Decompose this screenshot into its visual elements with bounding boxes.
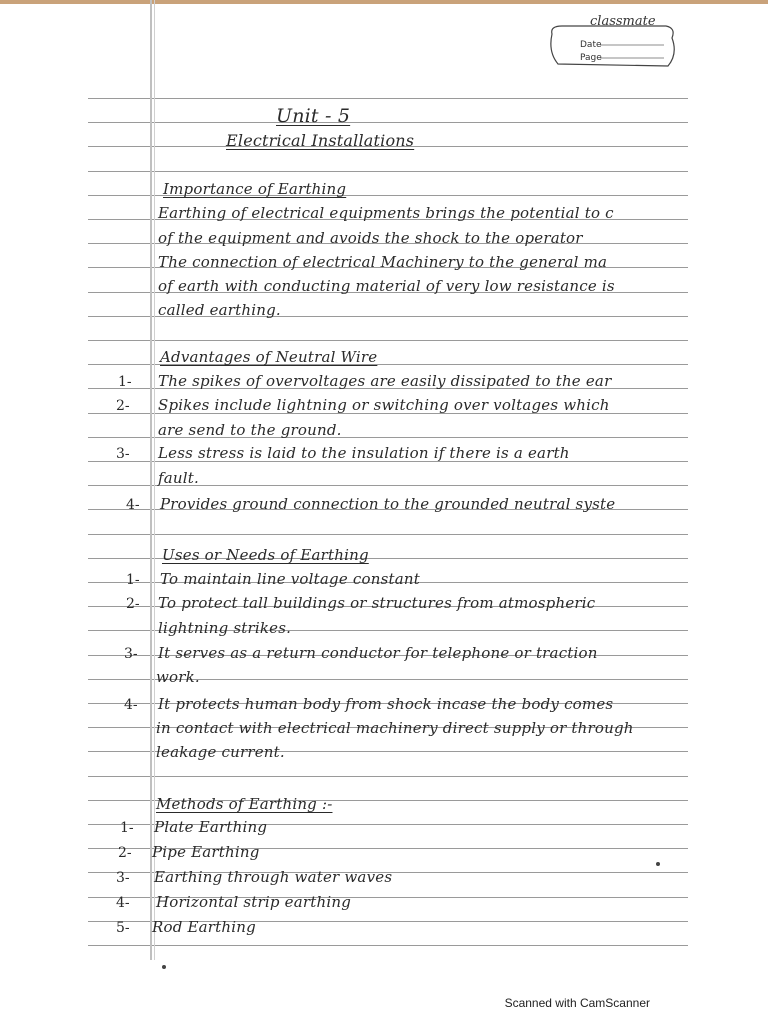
list-number: 1- bbox=[118, 374, 132, 390]
importance-line: of the equipment and avoids the shock to the operator bbox=[158, 229, 583, 247]
ruled-line bbox=[88, 340, 688, 341]
top-edge bbox=[0, 0, 768, 4]
ruled-line bbox=[88, 98, 688, 99]
section-heading-methods: Methods of Earthing :- bbox=[156, 795, 333, 813]
list-item: Earthing through water waves bbox=[154, 868, 393, 886]
list-item: fault. bbox=[158, 469, 199, 487]
list-item: It protects human body from shock incase the body comes bbox=[158, 695, 614, 713]
list-number: 4- bbox=[126, 497, 140, 513]
list-item: leakage current. bbox=[156, 743, 285, 761]
list-item: Rod Earthing bbox=[152, 918, 256, 936]
section-heading-uses: Uses or Needs of Earthing bbox=[162, 546, 369, 564]
list-item: To maintain line voltage constant bbox=[160, 570, 420, 588]
list-number: 3- bbox=[116, 446, 130, 462]
ink-dot bbox=[656, 862, 660, 866]
list-number: 4- bbox=[124, 697, 138, 713]
list-number: 2- bbox=[118, 845, 132, 861]
importance-line: The connection of electrical Machinery to the general ma bbox=[158, 253, 608, 271]
list-item: Plate Earthing bbox=[154, 818, 268, 836]
list-item: Spikes include lightning or switching over voltages which bbox=[158, 396, 610, 414]
list-item: lightning strikes. bbox=[158, 619, 292, 637]
list-item: work. bbox=[156, 668, 200, 686]
list-item: The spikes of overvoltages are easily dissipated to the ear bbox=[158, 372, 612, 390]
importance-line: of earth with conducting material of very low resistance is bbox=[158, 277, 615, 295]
list-number: 3- bbox=[116, 870, 130, 886]
list-item: Provides ground connection to the grounded neutral syste bbox=[160, 495, 616, 513]
ink-dot bbox=[162, 965, 166, 969]
ruled-line bbox=[88, 171, 688, 172]
list-item: It serves as a return conductor for telephone or traction bbox=[158, 644, 598, 662]
scanner-footer: Scanned with CamScanner bbox=[504, 996, 650, 1010]
list-item: Horizontal strip earthing bbox=[156, 893, 352, 911]
list-number: 1- bbox=[126, 572, 140, 588]
list-item: are send to the ground. bbox=[158, 421, 342, 439]
page-subtitle: Electrical Installations bbox=[226, 131, 415, 150]
importance-line: Earthing of electrical equipments brings the potential to c bbox=[158, 204, 614, 222]
importance-line: called earthing. bbox=[158, 301, 281, 319]
list-number: 3- bbox=[124, 646, 138, 662]
ruled-line bbox=[88, 776, 688, 777]
date-label: Date bbox=[580, 40, 602, 50]
ruled-line bbox=[88, 534, 688, 535]
ruled-line bbox=[88, 122, 688, 123]
margin-line bbox=[150, 0, 152, 960]
list-item: To protect tall buildings or structures from atmospheric bbox=[158, 594, 596, 612]
list-item: in contact with electrical machinery direct supply or through bbox=[156, 719, 634, 737]
list-number: 2- bbox=[116, 398, 130, 414]
list-item: Pipe Earthing bbox=[152, 843, 260, 861]
ruled-line bbox=[88, 945, 688, 946]
page-title: Unit - 5 bbox=[276, 105, 351, 127]
list-number: 4- bbox=[116, 895, 130, 911]
margin-line-secondary bbox=[154, 0, 155, 960]
list-number: 5- bbox=[116, 920, 130, 936]
list-number: 2- bbox=[126, 596, 140, 612]
section-heading-advantages: Advantages of Neutral Wire bbox=[160, 348, 378, 366]
list-number: 1- bbox=[120, 820, 134, 836]
brand-logo: classmate bbox=[590, 14, 656, 29]
list-item: Less stress is laid to the insulation if there is a earth bbox=[158, 444, 570, 462]
page-label: Page bbox=[580, 53, 602, 63]
section-heading-importance: Importance of Earthing bbox=[163, 180, 347, 198]
